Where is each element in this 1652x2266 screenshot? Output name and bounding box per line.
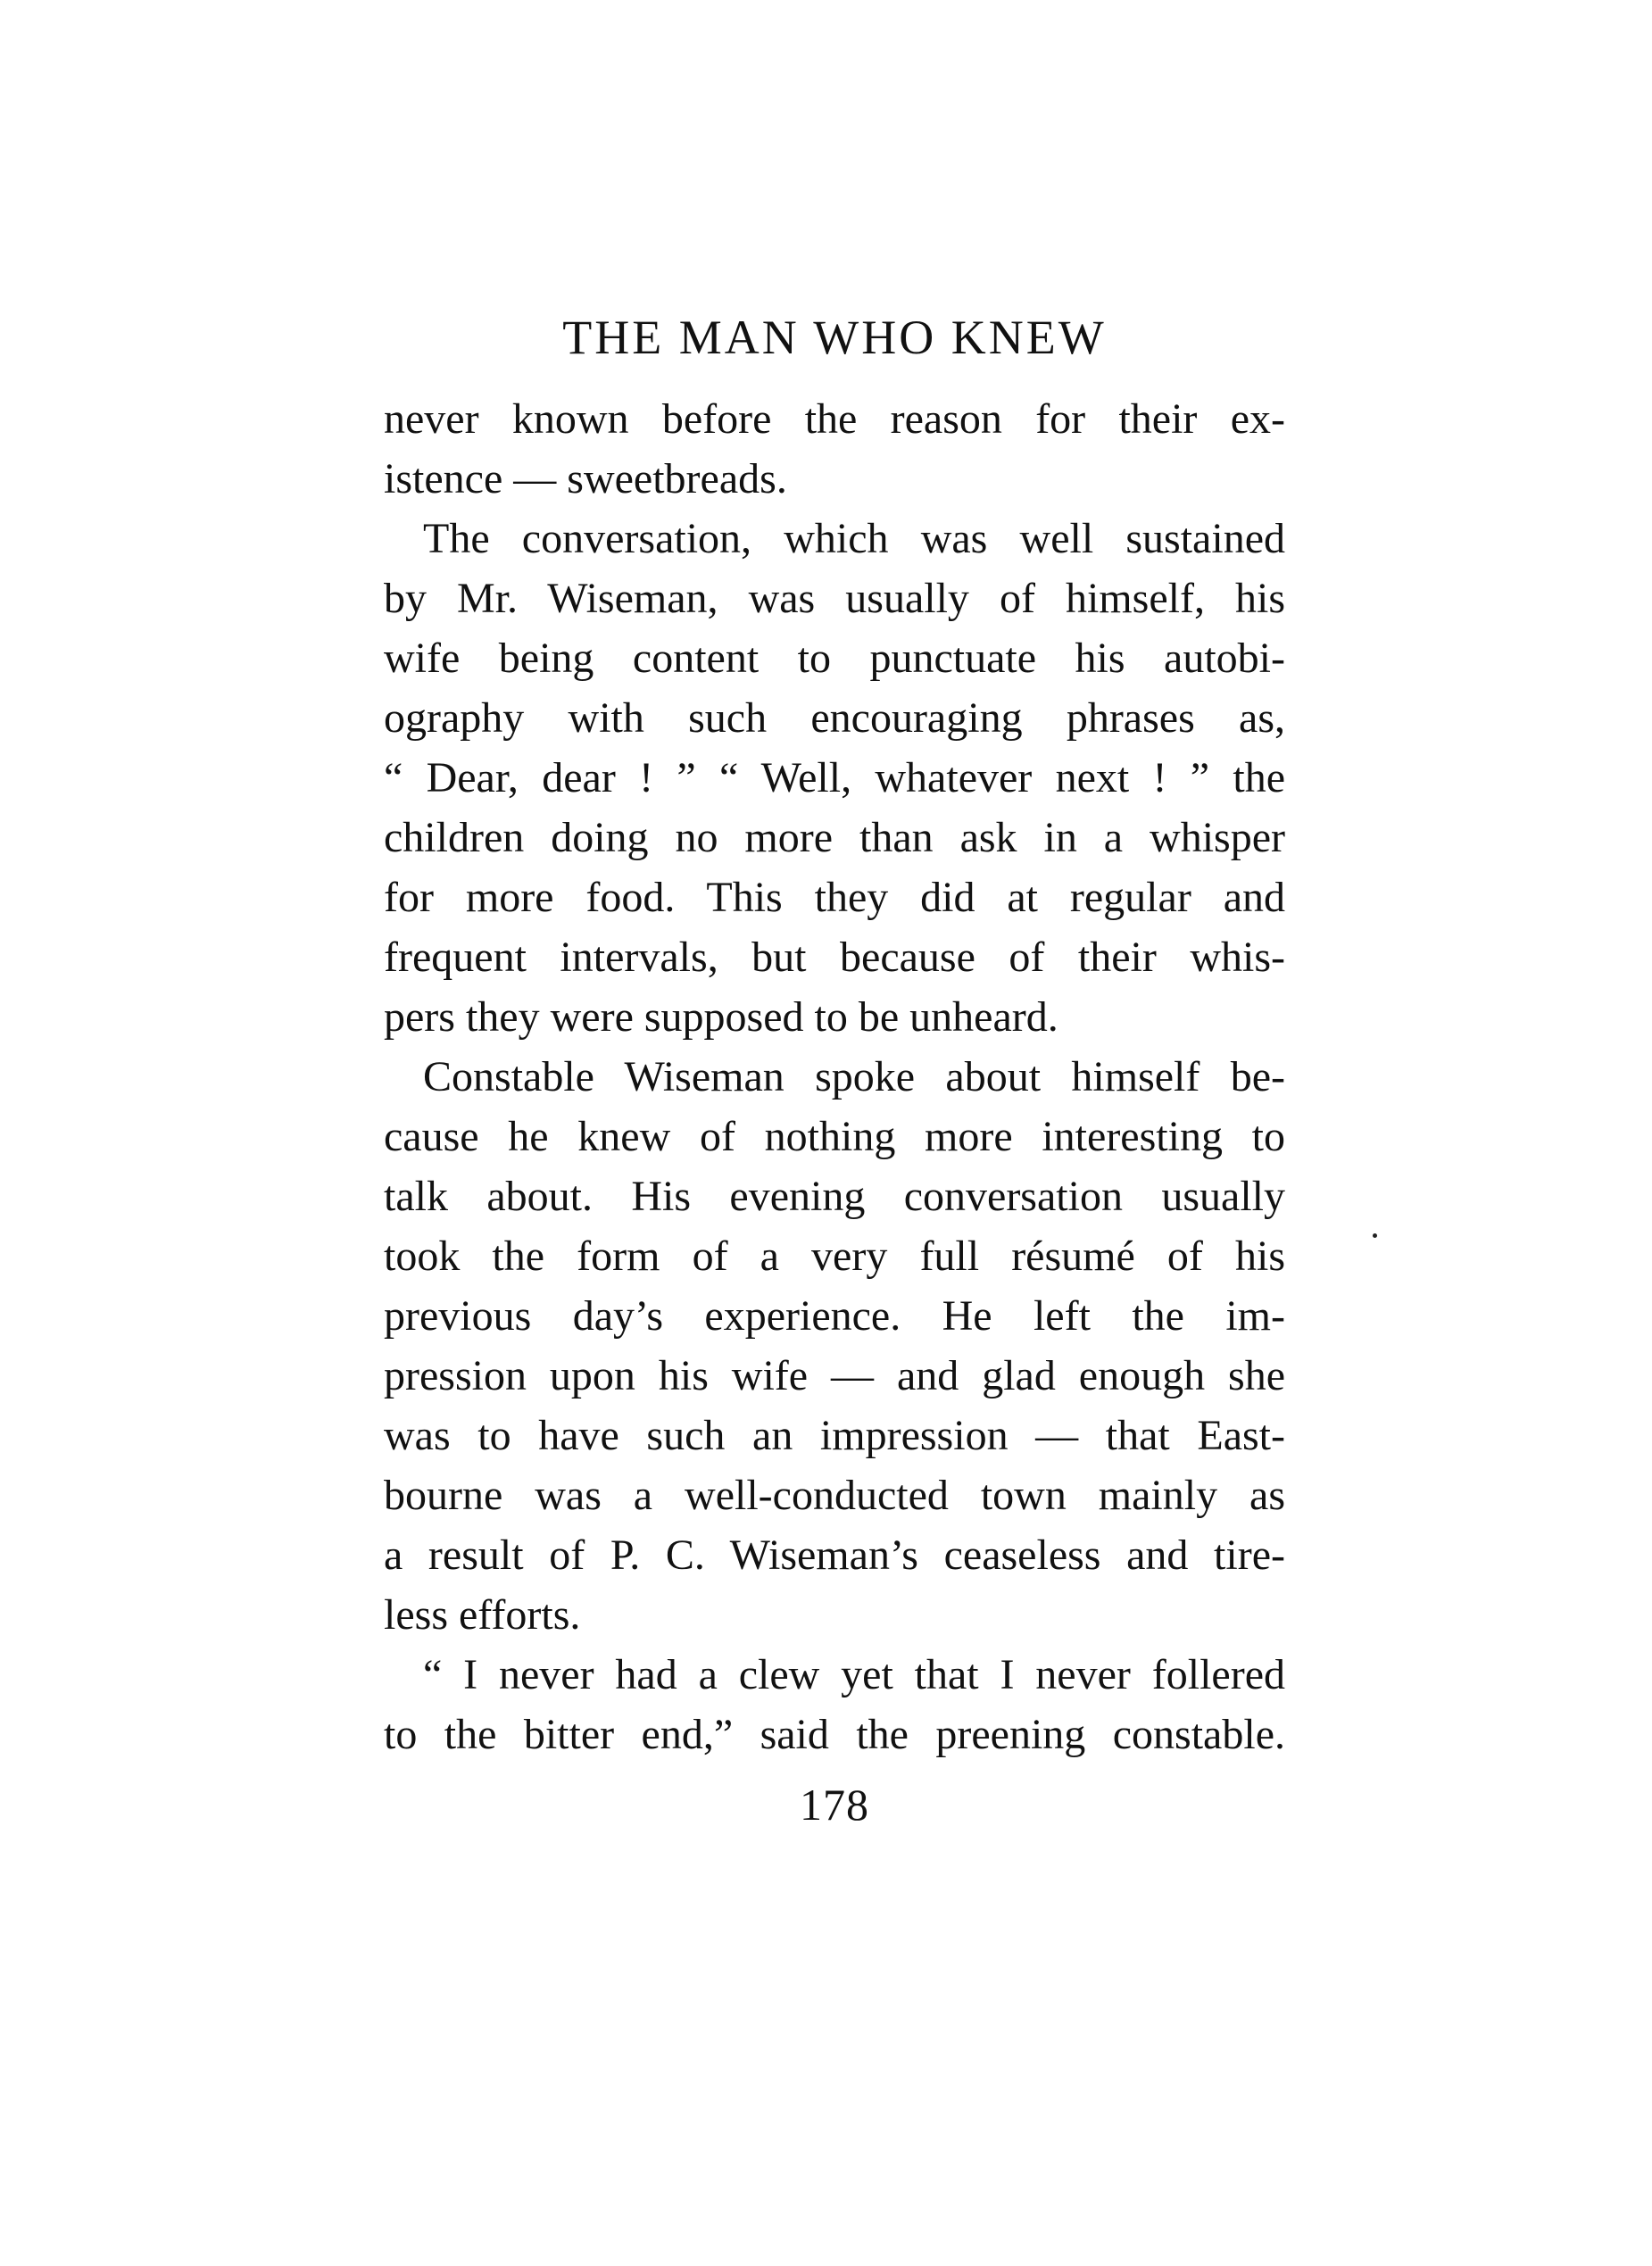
text-line: less efforts. <box>384 1591 581 1639</box>
print-speck <box>1373 1233 1377 1238</box>
text-line: for more food. This they did at regular and <box>384 874 1285 921</box>
running-head-title: THE MAN WHO KNEW <box>562 311 1107 364</box>
page-number: 178 <box>800 1780 869 1830</box>
text-line: Constable Wiseman spoke about himself be- <box>423 1053 1285 1100</box>
text-line: pers they were supposed to be unheard. <box>384 993 1058 1041</box>
text-line: by Mr. Wiseman, was usually of himself, his <box>384 575 1285 622</box>
text-line: bourne was a well-conducted town mainly as <box>384 1472 1285 1519</box>
text-line: never known before the reason for their ex- <box>384 395 1285 443</box>
body-text <box>384 389 1285 1764</box>
text-line: children doing no more than ask in a whisper <box>384 814 1285 861</box>
text-line: wife being content to punctuate his autobi- <box>384 635 1285 682</box>
text-line: pression upon his wife — and glad enough she <box>384 1352 1285 1399</box>
text-line: took the form of a very full résumé of his <box>384 1233 1285 1280</box>
text-line: ography with such encouraging phrases as, <box>384 694 1285 742</box>
text-line: talk about. His evening conversation usually <box>384 1173 1285 1220</box>
text-line: istence — sweetbreads. <box>384 455 787 502</box>
text-line: frequent intervals, but because of their whis- <box>384 934 1285 981</box>
text-line: “ Dear, dear ! ” “ Well, whatever next ! ” the <box>384 754 1285 801</box>
text-line: previous day’s experience. He left the im- <box>384 1292 1285 1340</box>
text-line: was to have such an impression — that East- <box>384 1412 1285 1459</box>
text-line: cause he knew of nothing more interesting to <box>384 1113 1285 1160</box>
text-line: to the bitter end,” said the preening constable. <box>384 1711 1285 1758</box>
text-line: “ I never had a clew yet that I never follered <box>423 1651 1285 1698</box>
text-line: The conversation, which was well sustained <box>423 515 1285 562</box>
text-line: a result of P. C. Wiseman’s ceaseless and tire- <box>384 1531 1285 1579</box>
